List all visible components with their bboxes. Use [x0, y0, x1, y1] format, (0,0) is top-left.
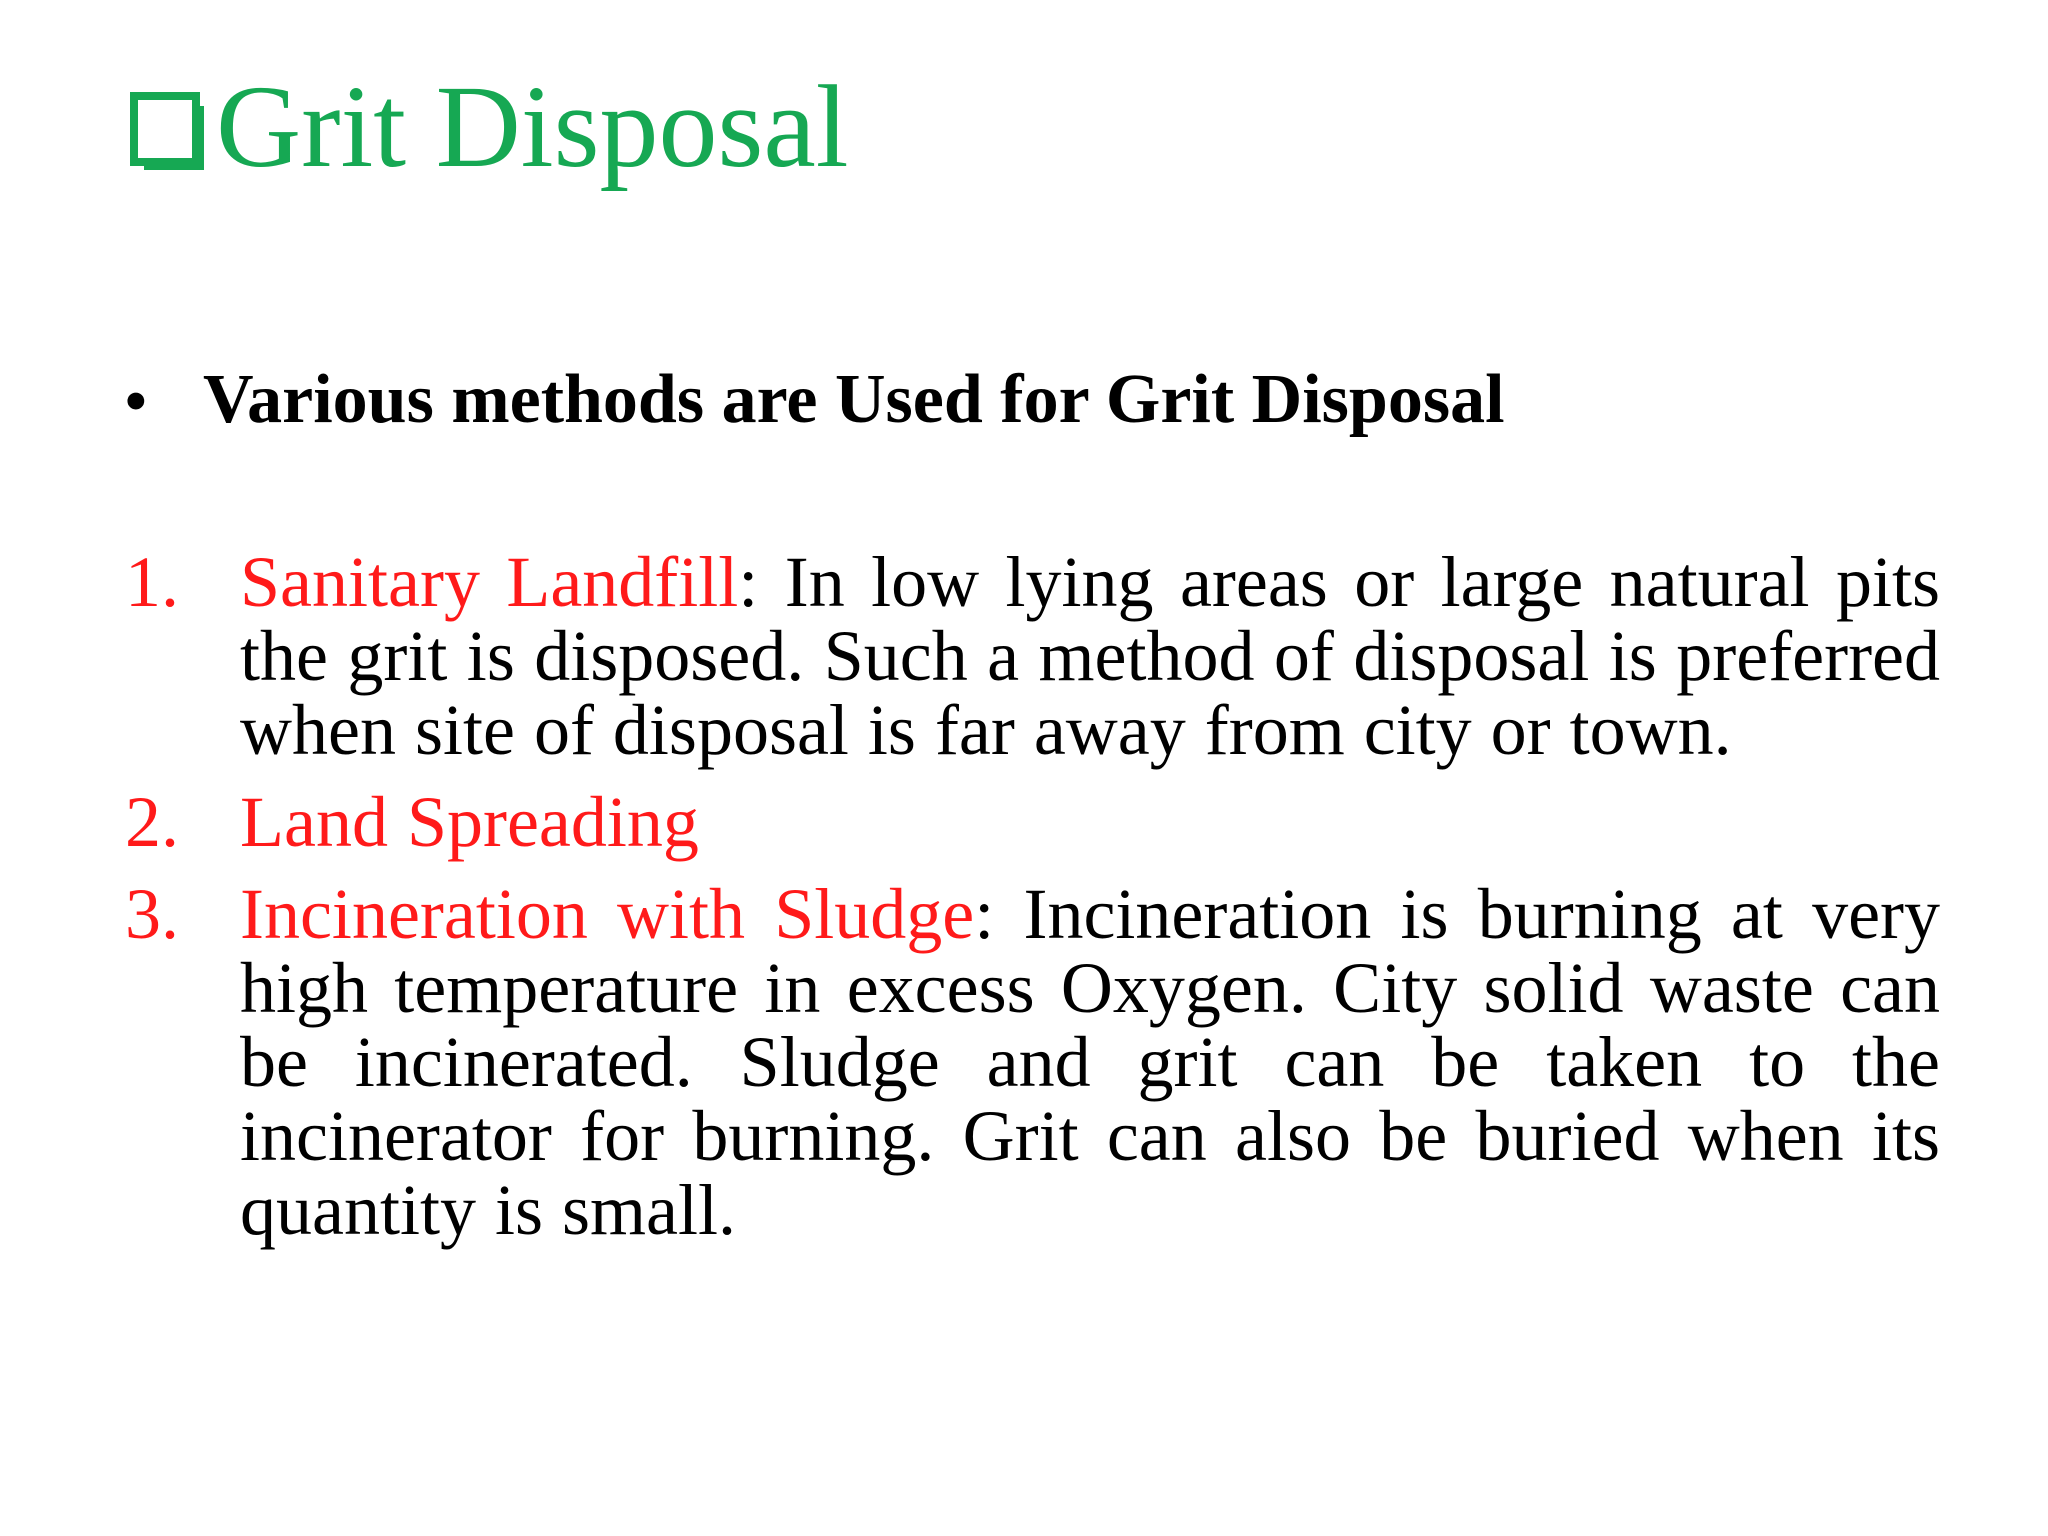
- checkbox-icon: [130, 92, 208, 174]
- methods-list: [125, 542, 1941, 1265]
- item-number: 3.: [125, 874, 179, 954]
- item-body: [240, 782, 1940, 862]
- intro-bullet: [125, 360, 1505, 440]
- item-term: Incineration with Sludge: [240, 874, 975, 954]
- item-body: [240, 542, 1940, 770]
- item-number: 2.: [125, 782, 179, 862]
- intro-text: Various methods are Used for Grit Disposal: [203, 361, 1505, 438]
- item-separator: :: [738, 542, 759, 622]
- item-term: Sanitary Landfill: [240, 542, 739, 622]
- item-description: Incineration is burning at very high temperature in excess Oxygen. City solid waste can be incinerated. Sludge and grit can be taken to the incinerator for burning. Grit can also be buried when its quantity is small.: [240, 874, 1941, 1250]
- item-body: [240, 874, 1941, 1250]
- list-item: [125, 782, 1940, 862]
- item-description: In low lying areas or large natural pits the grit is disposed. Such a method of disposal is preferred when site of disposal is far away from city or town.: [240, 542, 1940, 770]
- slide-title: [130, 62, 849, 192]
- title-text: Grit Disposal: [216, 61, 849, 192]
- item-number: 1.: [125, 542, 179, 622]
- bullet-icon: •: [125, 368, 147, 436]
- item-term: Land Spreading: [240, 782, 699, 862]
- item-separator: :: [974, 874, 995, 954]
- list-item: [125, 874, 1941, 1250]
- list-item: [125, 542, 1940, 770]
